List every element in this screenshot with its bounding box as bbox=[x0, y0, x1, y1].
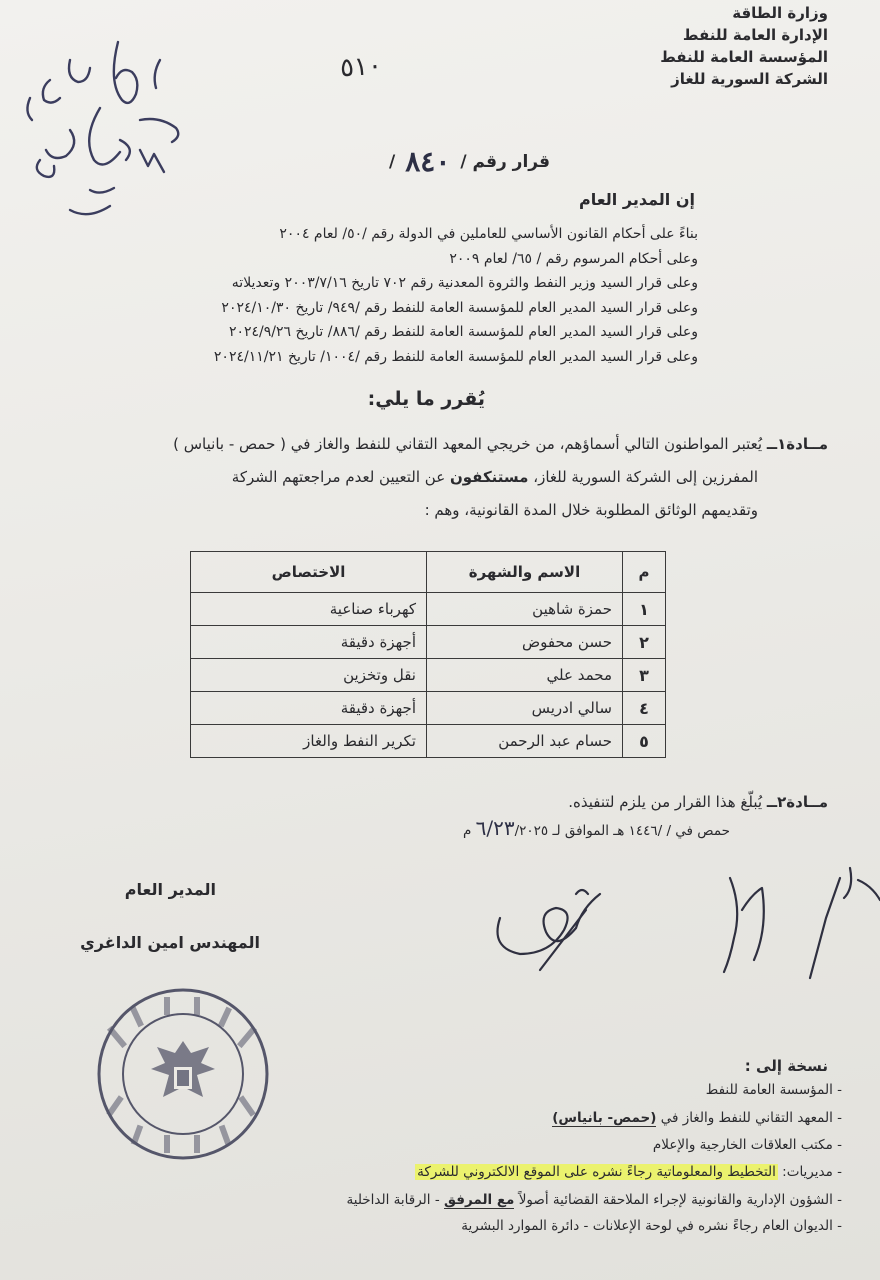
article-1-line-3: وتقديمهم الوثائق المطلوبة خلال المدة القانونية، وهم : bbox=[424, 501, 758, 519]
signatory-title: المدير العام bbox=[124, 880, 216, 899]
recital-line: وعلى أحكام المرسوم رقم / ٦٥/ لعام ٢٠٠٩ bbox=[449, 250, 698, 267]
decree-heading bbox=[330, 145, 550, 178]
row-name: حسن محفوض bbox=[427, 626, 623, 659]
article-1-line-2c: عن التعيين لعدم مراجعتهم الشركة bbox=[231, 468, 450, 486]
ministry-line: وزارة الطاقة bbox=[732, 4, 828, 22]
cc-item bbox=[202, 1192, 842, 1208]
cc-text: - الرقابة الداخلية bbox=[346, 1192, 444, 1208]
row-number: ٣ bbox=[623, 659, 666, 692]
date-prefix: حمص في / /١٤٤٦ هـ الموافق لـ bbox=[552, 823, 730, 839]
company-line: الشركة السورية للغاز bbox=[671, 70, 828, 88]
handwritten-date: ٦/٢٣ bbox=[475, 816, 515, 840]
row-number: ٢ bbox=[623, 626, 666, 659]
recital-line: بناءً على أحكام القانون الأساسي للعاملين في الدولة رقم /٥٠/ لعام ٢٠٠٤ bbox=[279, 226, 698, 242]
col-header-specialty: الاختصاص bbox=[191, 552, 427, 593]
decree-suffix: / bbox=[389, 151, 396, 172]
recital-line: وعلى قرار السيد المدير العام للمؤسسة العامة للنفط رقم /٩٤٩/ تاريخ ٢٠٢٤/١٠/٣٠ bbox=[221, 299, 698, 316]
row-number: ٤ bbox=[623, 692, 666, 725]
cc-item bbox=[202, 1110, 842, 1126]
row-specialty: تكرير النفط والغاز bbox=[191, 725, 427, 758]
handwritten-margin-note bbox=[10, 20, 200, 240]
article-1-line-2a: المفرزين إلى الشركة السورية للغاز، bbox=[528, 468, 758, 486]
recital-line: وعلى قرار السيد وزير النفط والثروة المعدنية رقم ٧٠٢ تاريخ ٢٠٠٣/٧/١٦ وتعديلاته bbox=[231, 275, 698, 291]
table-row bbox=[191, 725, 666, 758]
handwritten-signatures bbox=[480, 858, 880, 988]
decree-number: ٨٤٠ bbox=[405, 145, 451, 178]
cc-text: - مكتب العلاقات الخارجية والإعلام bbox=[652, 1137, 842, 1153]
cc-underlined: مع المرفق bbox=[443, 1192, 515, 1208]
cc-underlined: (حمص- بانياس) bbox=[552, 1110, 657, 1126]
article-1-line-1: يُعتبر المواطنون التالي أسماؤهم، من خريجي المعهد التقاني للنفط والغاز في ( حمص - بانياس ) bbox=[173, 435, 763, 453]
handwritten-number: ٥١٠ bbox=[339, 50, 383, 84]
cc-item bbox=[202, 1164, 842, 1180]
row-specialty: نقل وتخزين bbox=[191, 659, 427, 692]
row-specialty: أجهزة دقيقة bbox=[191, 626, 427, 659]
cc-highlighted: التخطيط والمعلوماتية رجاءً نشره على الموقع الالكتروني للشركة bbox=[417, 1164, 776, 1180]
table-row bbox=[191, 626, 666, 659]
row-number: ١ bbox=[623, 593, 666, 626]
cc-text: - الشؤون الإدارية والقانونية لإجراء الملاحقة القضائية أصولاً bbox=[514, 1192, 842, 1208]
signatory-name: المهندس امين الداغري bbox=[80, 933, 260, 952]
recital-line: وعلى قرار السيد المدير العام للمؤسسة العامة للنفط رقم /٨٨٦/ تاريخ ٢٠٢٤/٩/٢٦ bbox=[228, 324, 698, 340]
recitals bbox=[138, 222, 698, 369]
article-1-line-2b: مستنكفون bbox=[449, 468, 529, 486]
cc-text: - المؤسسة العامة للنفط bbox=[705, 1082, 842, 1098]
table-row bbox=[191, 659, 666, 692]
col-header-name: الاسم والشهرة bbox=[427, 552, 623, 593]
names-table bbox=[190, 551, 666, 758]
date-suffix: /٢٠٢٥ م bbox=[463, 823, 549, 839]
table-row bbox=[191, 692, 666, 725]
row-number: ٥ bbox=[623, 725, 666, 758]
directorate-line: الإدارة العامة للنفط bbox=[682, 26, 828, 44]
row-name: حمزة شاهين bbox=[427, 593, 623, 626]
article-1 bbox=[58, 428, 828, 527]
row-name: محمد علي bbox=[427, 659, 623, 692]
cc-item bbox=[202, 1082, 842, 1098]
article-1-label: مــادة١ــ bbox=[766, 435, 828, 453]
resolves-heading: يُقرر ما يلي: bbox=[367, 388, 485, 410]
addressee: إن المدير العام bbox=[579, 190, 695, 209]
date-line bbox=[463, 816, 730, 840]
row-specialty: أجهزة دقيقة bbox=[191, 692, 427, 725]
table-header-row bbox=[191, 552, 666, 593]
recital-line: وعلى قرار السيد المدير العام للمؤسسة العامة للنفط رقم /١٠٠٤/ تاريخ ٢٠٢٤/١١/٢١ bbox=[213, 348, 698, 365]
table-row bbox=[191, 593, 666, 626]
cc-item bbox=[202, 1218, 842, 1234]
article-2 bbox=[58, 786, 828, 819]
cc-item bbox=[202, 1137, 842, 1153]
article-2-label: مــادة٢ــ bbox=[766, 793, 828, 811]
row-specialty: كهرباء صناعية bbox=[191, 593, 427, 626]
decree-label: قرار رقم / bbox=[460, 151, 550, 172]
letterhead bbox=[660, 2, 828, 90]
cc-text: - مديريات: bbox=[777, 1164, 842, 1180]
col-header-number: م bbox=[623, 552, 666, 593]
cc-text: - المعهد التقاني للنفط والغاز في bbox=[656, 1110, 842, 1126]
copies-to-heading: نسخة إلى : bbox=[744, 1057, 828, 1075]
article-2-text: يُبلّغ هذا القرار من يلزم لتنفيذه. bbox=[568, 793, 763, 811]
establishment-line: المؤسسة العامة للنفط bbox=[660, 48, 828, 66]
row-name: سالي ادريس bbox=[427, 692, 623, 725]
row-name: حسام عبد الرحمن bbox=[427, 725, 623, 758]
cc-text: - الديوان العام رجاءً نشره في لوحة الإعلانات - دائرة الموارد البشرية bbox=[461, 1218, 842, 1234]
